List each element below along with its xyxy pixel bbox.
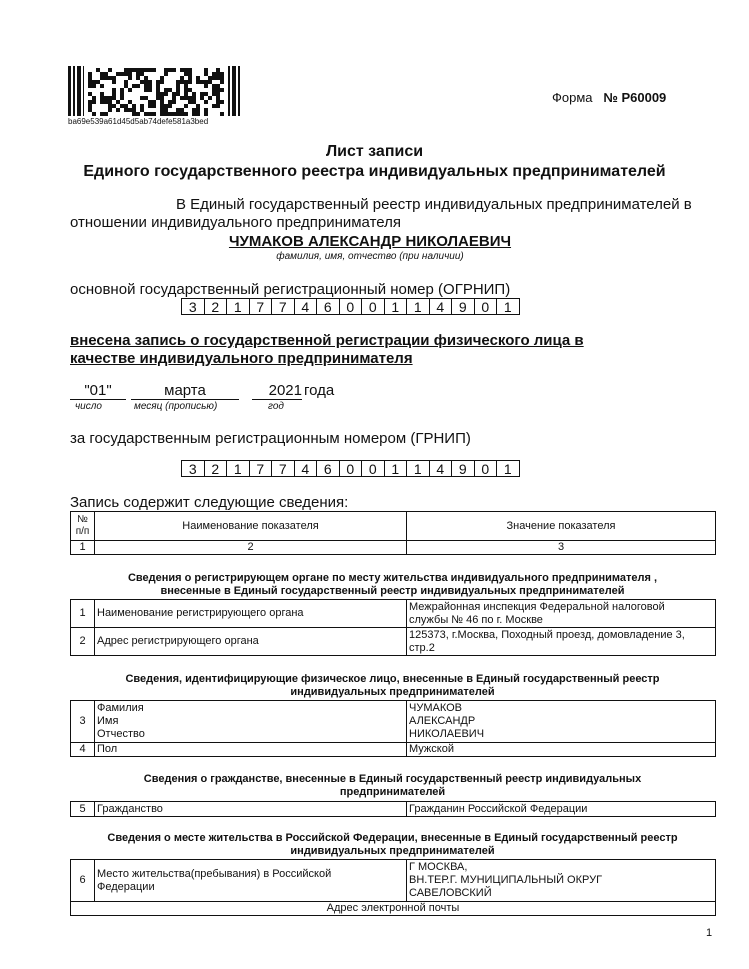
- ogrnip-digit: 0: [362, 298, 385, 315]
- row-num: 4: [71, 743, 95, 757]
- title-line1: Лист записи: [325, 143, 424, 160]
- ogrnip-label: основной государственный регистрационный номер (ОГРНИП): [70, 281, 511, 298]
- grnip-digit: 0: [475, 460, 498, 477]
- grnip-digit: 4: [430, 460, 453, 477]
- section3-title-line2: предпринимателей: [339, 786, 446, 798]
- section2-table: [70, 700, 716, 757]
- row-value: Гражданин Российской Федерации: [407, 802, 716, 817]
- section3-title-line1: Сведения о гражданстве, внесенные в Единый государственный реестр индивидуальных: [143, 773, 642, 785]
- barcode-id: ba69e539a61d45d5ab74defe581a3bed: [68, 117, 209, 126]
- row-name: Адрес регистрирующего органа: [95, 628, 407, 656]
- table-row: [71, 701, 716, 743]
- row-value-line: службы № 46 по г. Москве: [409, 613, 543, 626]
- section3-title: [70, 773, 715, 799]
- ogrnip-digit: 9: [452, 298, 475, 315]
- section2-title: [70, 673, 715, 699]
- grnip-digit: 1: [385, 460, 408, 477]
- person-caption: фамилия, имя, отчество (при наличии): [276, 251, 464, 262]
- ogrnip-digit: 3: [182, 298, 205, 315]
- row-num: 3: [71, 701, 95, 743]
- date-month-caption: месяц (прописью): [134, 401, 218, 412]
- email-subheader: Адрес электронной почты: [71, 902, 716, 916]
- col-index-3: 3: [407, 541, 716, 555]
- grnip-digit: 0: [362, 460, 385, 477]
- table-row: [71, 802, 716, 817]
- col-index-2: 2: [95, 541, 407, 555]
- table-row: [71, 628, 716, 656]
- ogrnip-digit: 2: [205, 298, 228, 315]
- grnip-label: за государственным регистрационным номером (ГРНИП): [70, 430, 471, 447]
- barcode-image: [68, 66, 240, 116]
- row-value-line: НИКОЛАЕВИЧ: [409, 728, 485, 740]
- grnip-digits: [181, 460, 520, 477]
- ogrnip-digits: [181, 298, 520, 315]
- grnip-digit: 9: [452, 460, 475, 477]
- ogrnip-digit: 7: [272, 298, 295, 315]
- grnip-digit: 1: [227, 460, 250, 477]
- section1-table: [70, 599, 716, 656]
- row-name: [95, 860, 407, 902]
- form-word: Форма: [552, 90, 593, 105]
- section4-title: [70, 832, 715, 858]
- date-year: 2021: [252, 382, 302, 400]
- ogrnip-digit: 1: [227, 298, 250, 315]
- row-value-line: Г МОСКВА,: [409, 861, 468, 873]
- grnip-digit: 2: [205, 460, 228, 477]
- date-day: "01": [70, 382, 126, 400]
- row-name-line: Фамилия: [97, 702, 144, 714]
- row-name-line: Федерации: [97, 880, 155, 893]
- table-row: [71, 743, 716, 757]
- grnip-digit: 6: [317, 460, 340, 477]
- ogrnip-digit: 0: [340, 298, 363, 315]
- section1-title: [70, 572, 715, 598]
- grnip-digit: 0: [340, 460, 363, 477]
- section1-title-line1: Сведения о регистрирующем органе по месту жительства индивидуального предпринимателя ,: [127, 572, 658, 584]
- section2-title-line1: Сведения, идентифицирующие физическое лицо, внесенные в Единый государственный реестр: [125, 673, 660, 685]
- intro-line1: В Единый государственный реестр индивидуальных предпринимателей в: [176, 196, 692, 213]
- page-number: 1: [706, 927, 713, 939]
- row-name: [95, 701, 407, 743]
- row-num: 5: [71, 802, 95, 817]
- grnip-digit: 1: [407, 460, 430, 477]
- row-name-line: Отчество: [97, 728, 145, 740]
- table-row: [71, 860, 716, 902]
- row-value-line: стр.2: [409, 641, 435, 654]
- row-name: Пол: [95, 743, 407, 757]
- date-month: марта: [131, 382, 239, 400]
- ogrnip-digit: 1: [497, 298, 520, 315]
- grnip-digit: 1: [497, 460, 520, 477]
- section3-table: [70, 801, 716, 817]
- row-name: Гражданство: [95, 802, 407, 817]
- section4-title-line1: Сведения о месте жительства в Российской Федерации, внесенные в Единый государственный реестр: [107, 832, 678, 844]
- form-number: № Р60009: [603, 90, 667, 105]
- row-num: 1: [71, 600, 95, 628]
- intro-line2: отношении индивидуального предпринимателя: [70, 214, 401, 231]
- row-name-line: Место жительства(пребывания) в Российской: [97, 867, 332, 880]
- table-row: [71, 902, 716, 916]
- ogrnip-digit: 1: [407, 298, 430, 315]
- row-value: [407, 600, 716, 628]
- form-label: [552, 90, 666, 105]
- table-row: [71, 600, 716, 628]
- row-name: Наименование регистрирующего органа: [95, 600, 407, 628]
- row-num: 2: [71, 628, 95, 656]
- row-value: [407, 628, 716, 656]
- header-table: [70, 511, 716, 555]
- ogrnip-digit: 4: [430, 298, 453, 315]
- row-value: [407, 860, 716, 902]
- section4-title-line2: индивидуальных предпринимателей: [290, 845, 495, 857]
- col-index-1: 1: [71, 541, 95, 555]
- record-line1: внесена запись о государственной регистрации физического лица в: [70, 332, 584, 349]
- row-value-line: САВЕЛОВСКИЙ: [409, 887, 492, 899]
- row-value-line: ЧУМАКОВ: [409, 702, 462, 714]
- contents-label: Запись содержит следующие сведения:: [70, 494, 349, 511]
- col-name-header: Наименование показателя: [95, 512, 407, 541]
- row-value-line: ВН.ТЕР.Г. МУНИЦИПАЛЬНЫЙ ОКРУГ: [409, 874, 603, 886]
- date-year-caption: год: [268, 401, 284, 412]
- ogrnip-digit: 1: [385, 298, 408, 315]
- ogrnip-digit: 6: [317, 298, 340, 315]
- grnip-digit: 7: [272, 460, 295, 477]
- section1-title-line2: внесенные в Единый государственный реестр индивидуальных предпринимателей: [160, 585, 625, 597]
- col-value-header: Значение показателя: [407, 512, 716, 541]
- row-value: [407, 701, 716, 743]
- grnip-digit: 7: [250, 460, 273, 477]
- section4-table: [70, 859, 716, 916]
- ogrnip-digit: 7: [250, 298, 273, 315]
- col-num-header: № п/п: [71, 512, 95, 541]
- ogrnip-digit: 4: [295, 298, 318, 315]
- grnip-digit: 4: [295, 460, 318, 477]
- row-value-line: АЛЕКСАНДР: [409, 715, 476, 727]
- row-num: 6: [71, 860, 95, 902]
- section2-title-line2: индивидуальных предпринимателей: [290, 686, 495, 698]
- ogrnip-digit: 0: [475, 298, 498, 315]
- person-name: ЧУМАКОВ АЛЕКСАНДР НИКОЛАЕВИЧ: [228, 233, 512, 250]
- row-value-line: 125373, г.Москва, Походный проезд, домовладение 3,: [409, 628, 685, 641]
- date-year-word: года: [304, 382, 335, 399]
- row-name-line: Имя: [97, 715, 119, 727]
- record-line2: качестве индивидуального предпринимателя: [70, 350, 413, 367]
- grnip-digit: 3: [182, 460, 205, 477]
- row-value-line: Межрайонная инспекция Федеральной налоговой: [409, 600, 665, 613]
- title-line2: Единого государственного реестра индивидуальных предпринимателей: [83, 163, 666, 180]
- date-day-caption: число: [75, 401, 102, 412]
- row-value: Мужской: [407, 743, 716, 757]
